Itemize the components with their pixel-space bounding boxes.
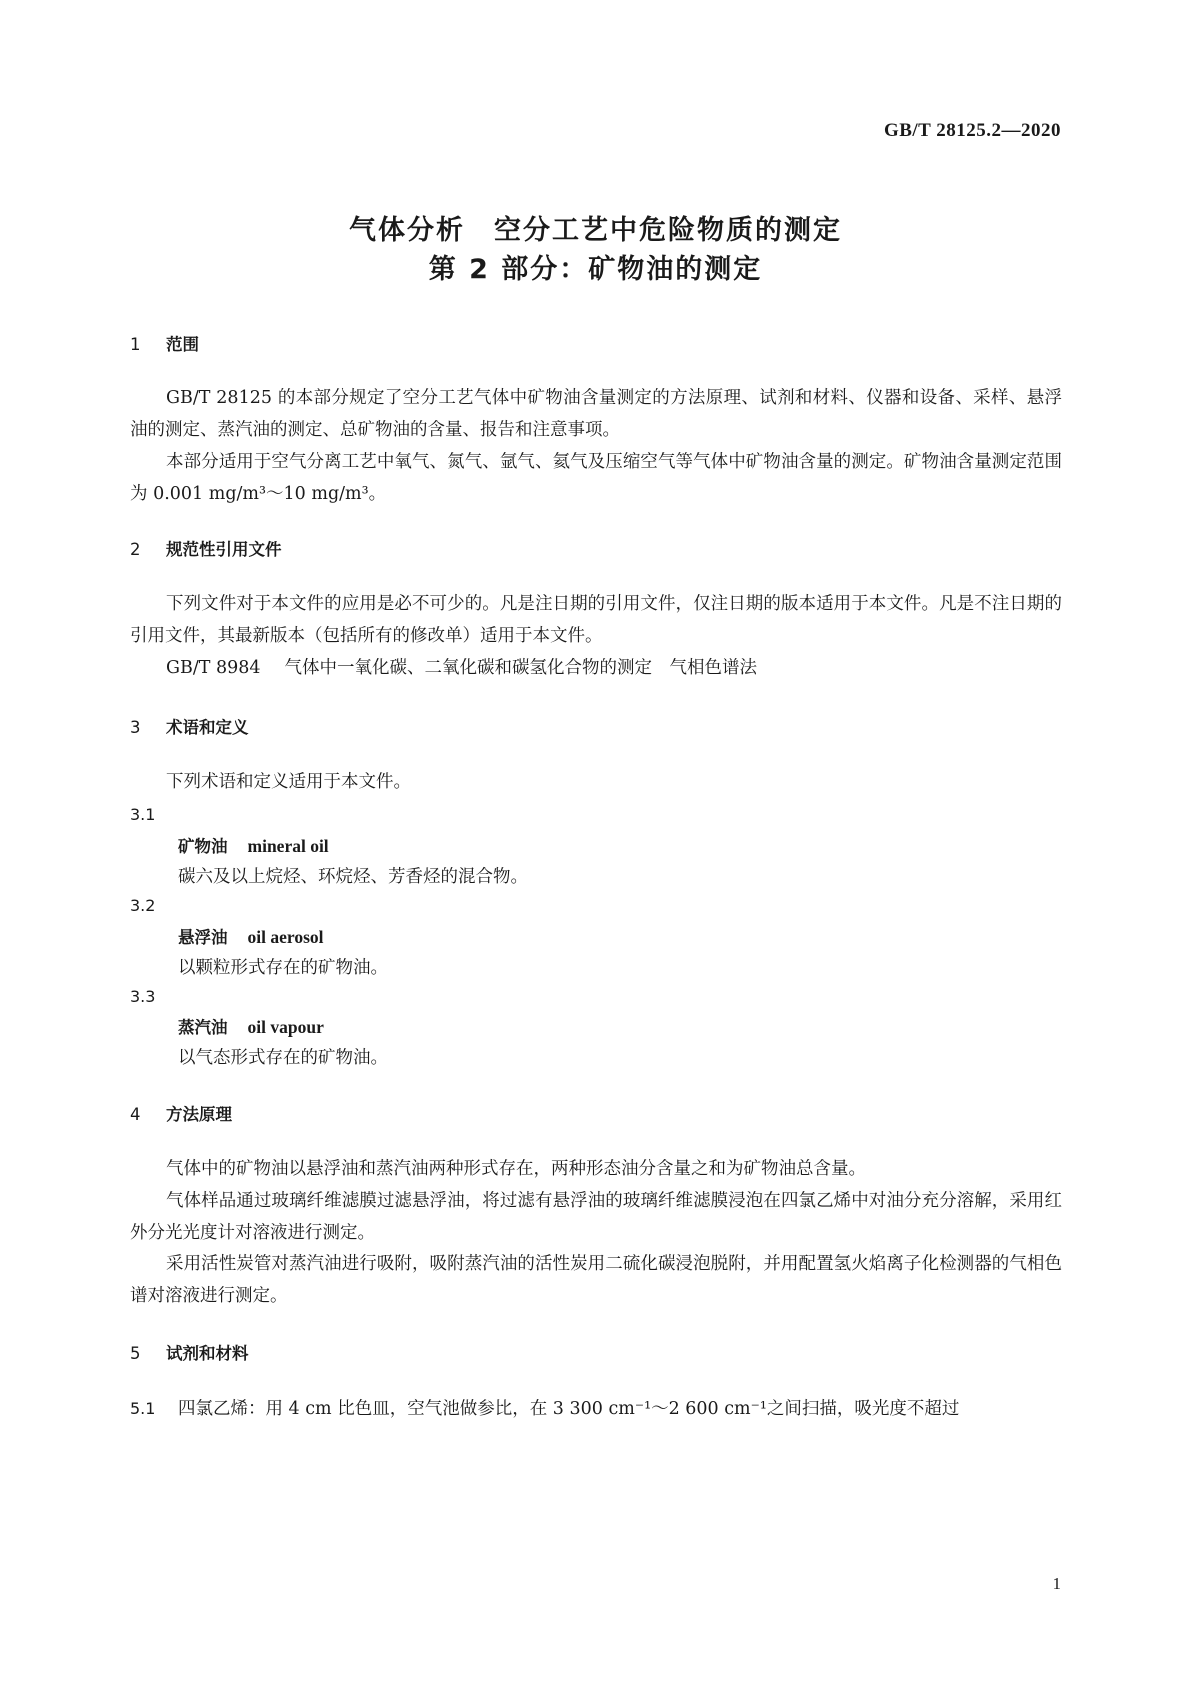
reference-code: GB/T 8984	[166, 658, 261, 678]
paragraph: 本部分适用于空气分离工艺中氧气、氮气、氩气、氦气及压缩空气等气体中矿物油含量的测定。矿物油含量测定范围为 0.001 mg/m³～10 mg/m³。	[130, 452, 1062, 504]
section-title: 范围	[166, 335, 199, 354]
section-number: 4	[130, 1105, 141, 1124]
term-en: oil vapour	[247, 1017, 324, 1037]
term-number: 3.3	[130, 987, 156, 1006]
term-en: mineral oil	[247, 836, 329, 856]
clause-5-1	[130, 1393, 1062, 1425]
term-definition: 以颗粒形式存在的矿物油。	[178, 958, 388, 978]
section-heading-1	[130, 331, 199, 355]
section-title: 方法原理	[166, 1105, 232, 1124]
clause-text: 四氯乙烯：用 4 cm 比色皿，空气池做参比，在 3 300 cm⁻¹～2 600 cm⁻¹之间扫描，吸光度不超过	[178, 1399, 960, 1419]
section-title: 试剂和材料	[166, 1344, 249, 1363]
term-entry	[178, 1014, 324, 1038]
paragraph: GB/T 28125 的本部分规定了空分工艺气体中矿物油含量测定的方法原理、试剂和材料、仪器和设备、采样、悬浮油的测定、蒸汽油的测定、总矿物油的含量、报告和注意事项。	[130, 388, 1062, 440]
term-zh: 悬浮油	[178, 928, 228, 947]
section-heading-3	[130, 714, 249, 738]
clause-number: 5.1	[130, 1399, 156, 1418]
term-entry	[178, 833, 329, 857]
document-title-line-2: 第 2 部分：矿物油的测定	[428, 254, 763, 285]
term-en: oil aerosol	[247, 927, 324, 947]
section-number: 2	[130, 540, 141, 559]
term-entry	[178, 924, 324, 948]
paragraph: 气体样品通过玻璃纤维滤膜过滤悬浮油，将过滤有悬浮油的玻璃纤维滤膜浸泡在四氯乙烯中对油分充分溶解，采用红外分光光度计对溶液进行测定。	[130, 1191, 1062, 1243]
standard-number: GB/T 28125.2—2020	[883, 120, 1061, 141]
paragraph: 下列术语和定义适用于本文件。	[166, 772, 411, 792]
section-title: 术语和定义	[166, 718, 249, 737]
term-zh: 矿物油	[178, 837, 228, 856]
reference-title: 气体中一氧化碳、二氧化碳和碳氢化合物的测定 气相色谱法	[284, 658, 758, 678]
normative-reference	[130, 652, 1062, 684]
term-definition: 碳六及以上烷烃、环烷烃、芳香烃的混合物。	[178, 867, 528, 887]
term-definition: 以气态形式存在的矿物油。	[178, 1048, 388, 1068]
term-zh: 蒸汽油	[178, 1018, 228, 1037]
page-number: 1	[1052, 1574, 1061, 1593]
term-number: 3.2	[130, 896, 156, 915]
term-number: 3.1	[130, 805, 156, 824]
paragraph: 采用活性炭管对蒸汽油进行吸附，吸附蒸汽油的活性炭用二硫化碳浸泡脱附，并用配置氢火焰离子化检测器的气相色谱对溶液进行测定。	[130, 1254, 1062, 1306]
section-heading-5	[130, 1340, 249, 1364]
section-title: 规范性引用文件	[166, 540, 282, 559]
section-heading-2	[130, 536, 282, 560]
document-title-line-1: 气体分析 空分工艺中危险物质的测定	[349, 215, 842, 246]
section-heading-4	[130, 1101, 232, 1125]
paragraph: 气体中的矿物油以悬浮油和蒸汽油两种形式存在，两种形态油分含量之和为矿物油总含量。	[166, 1159, 866, 1179]
paragraph: 下列文件对于本文件的应用是必不可少的。凡是注日期的引用文件，仅注日期的版本适用于本文件。凡是不注日期的引用文件，其最新版本（包括所有的修改单）适用于本文件。	[130, 594, 1062, 646]
section-number: 3	[130, 718, 141, 737]
section-number: 5	[130, 1344, 141, 1363]
section-number: 1	[130, 335, 141, 354]
